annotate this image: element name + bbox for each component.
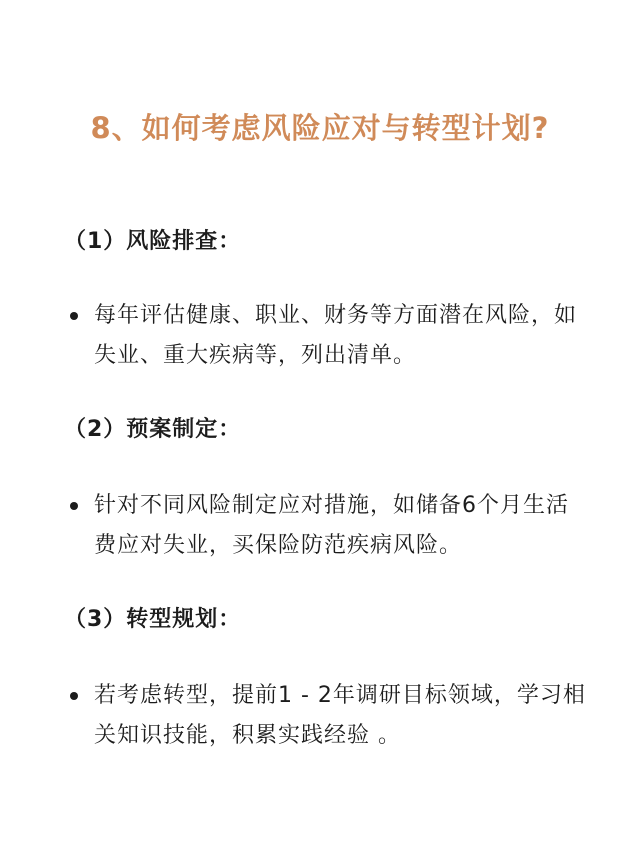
bullet-dot-icon — [70, 502, 78, 510]
bullet-item-risk-check — [70, 296, 590, 376]
bullet-text-transition: 若考虑转型，提前1 - 2年调研目标领域，学习相关知识技能，积累实践经验 。 — [94, 683, 586, 748]
section-heading-plan: （2）预案制定： — [64, 417, 242, 442]
page-title: 8、如何考虑风险应对与转型计划? — [90, 111, 550, 145]
bullet-item-transition — [70, 676, 590, 756]
bullet-text-plan: 针对不同风险制定应对措施，如储备6个月生活费应对失业，买保险防范疾病风险。 — [94, 493, 569, 558]
section-heading-transition: （3）转型规划： — [64, 607, 242, 632]
bullet-dot-icon — [70, 312, 78, 320]
bullet-dot-icon — [70, 692, 78, 700]
bullet-item-plan — [70, 486, 590, 566]
bullet-text-risk-check: 每年评估健康、职业、财务等方面潜在风险，如失业、重大疾病等，列出清单。 — [94, 303, 578, 368]
section-heading-risk-check: （1）风险排查： — [64, 229, 242, 254]
